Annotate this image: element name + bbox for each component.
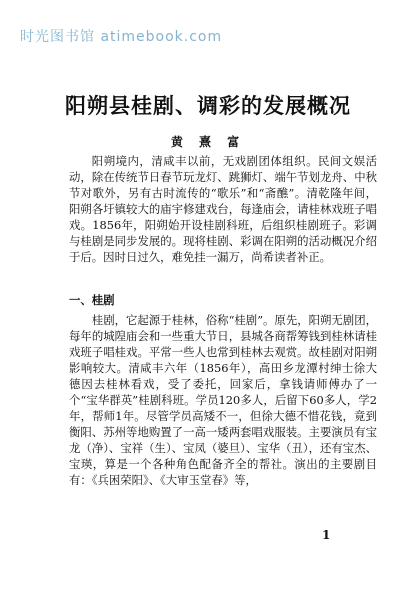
body-paragraph: 桂剧，它起源于桂林，俗称“桂剧”。原先，阳朔无剧团，每年的城隍庙会和一些重大节日，县城各商帮筹钱到桂林请桂戏班子唱桂戏。平常一些人也常到桂林去观赏。故桂剧对阳朔影响较大。清咸丰六年（1856年），高田乡龙潭村绅士徐大德因去桂林看戏，受了委托，回家后，拿钱请师傅办了一个“宝华群英”桂剧科班。学员120多人，后留下60多人，学2年，帮师1年。尽管学员高矮不一，但徐大德不惜花钱，竟到衡阳、苏州等地购置了一高一矮两套唱戏服装。主要演员有宝龙（净）、宝祥（生）、宝凤（婆旦）、宝华（丑），还有宝杰、宝瑛，算是一个各种角色配备齐全的帮社。演出的主要剧目有：《兵困荣阳》、《大审玉堂春》等， [69,313,377,487]
author-name: 黄 熹 富 [170,135,246,149]
watermark: 时光图书馆 atimebook.com [20,29,223,45]
article-title: 阳朔县桂剧、调彩的发展概况 [65,93,351,118]
section-heading: 一、桂剧 [69,293,115,307]
intro-paragraph: 阳朔境内，清咸丰以前，无戏剧团体组织。民间文娱活动，除在传统节日春节玩龙灯、跳狮灯、端午节划龙舟、中秋节对歌外，另有古时流传的“歌乐”和“斋醮”。清乾隆年间，阳朔各圩镇较大的庙宇修建戏台，每逢庙会，请桂林戏班子唱戏。1856年，阳朔始开设桂剧科班，后组织桂剧班子。彩调与桂剧是同步发展的。现将桂剧、彩调在阳朔的活动概况介绍于后。因时日过久，难免挂一漏万，尚希读者补正。 [69,154,377,264]
page-number: 1 [322,528,331,542]
